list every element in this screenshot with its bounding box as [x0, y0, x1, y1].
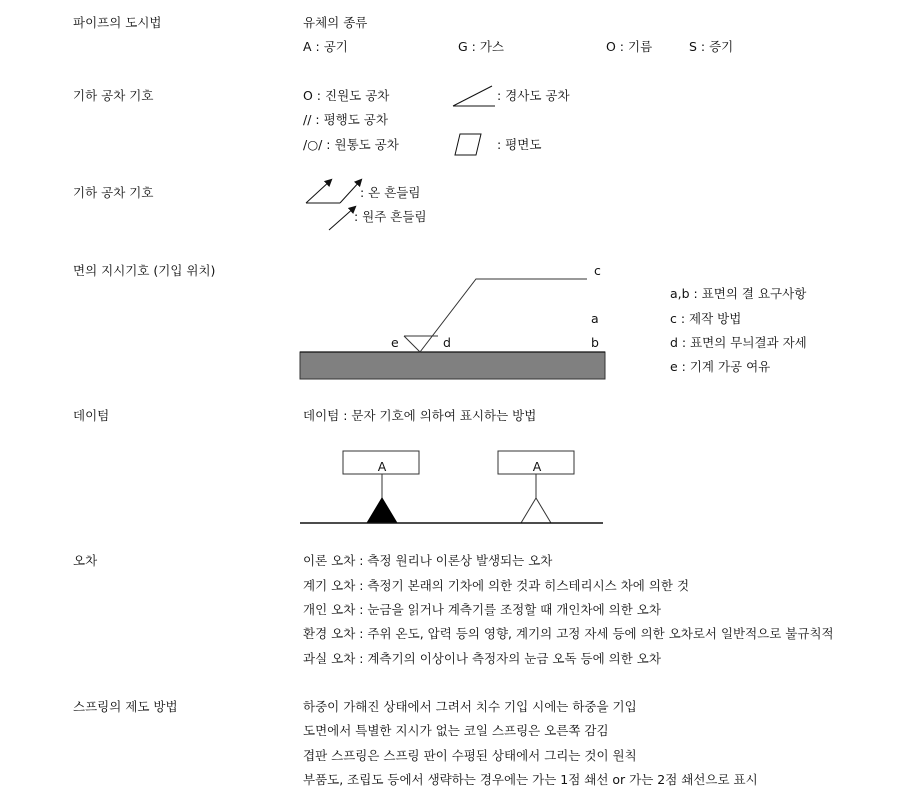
fluid-air: A : 공기	[303, 39, 348, 54]
error-heading: 오차	[73, 553, 98, 568]
surface-symbol-diagram	[300, 278, 606, 382]
slope-text: : 경사도 공차	[497, 88, 570, 103]
surface-legend-ab: a,b : 표면의 결 요구사항	[670, 286, 807, 301]
surface-legend-e: e : 기계 가공 여유	[670, 359, 771, 374]
error-personal: 개인 오차 : 눈금을 읽거나 계측기를 조정할 때 개인차에 의한 오차	[303, 602, 661, 617]
surface-label-a: a	[591, 311, 599, 326]
circular-runout-text: : 원주 흔들림	[354, 209, 427, 224]
surface-legend-d: d : 표면의 무늬결과 자세	[670, 335, 807, 350]
surface-label-d: d	[443, 335, 451, 350]
datum-description: 데이텀 : 문자 기호에 의하여 표시하는 방법	[303, 408, 537, 423]
fluid-types-heading: 유체의 종류	[303, 15, 368, 30]
error-mistake: 과실 오차 : 계측기의 이상이나 측정자의 눈금 오독 등에 의한 오차	[303, 651, 661, 666]
fluid-steam: S : 증기	[689, 39, 734, 54]
spring-rule-3: 겹판 스프링은 스프링 판이 수평된 상태에서 그리는 것이 원칙	[303, 748, 637, 763]
runout-heading: 기하 공차 기호	[73, 185, 154, 200]
cylindricity-text: /○/ : 원통도 공차	[303, 137, 399, 152]
flatness-text: : 평면도	[497, 137, 542, 152]
error-instrument: 계기 오차 : 측정기 본래의 기차에 의한 것과 히스테리시스 차에 의한 것	[303, 578, 690, 593]
surface-label-c: c	[594, 263, 601, 278]
fluid-gas: G : 가스	[458, 39, 504, 54]
circularity-text: O : 진원도 공차	[303, 88, 390, 103]
pipe-heading: 파이프의 도시법	[73, 15, 162, 30]
error-theoretical: 이론 오차 : 측정 원리나 이론상 발생되는 오차	[303, 553, 553, 568]
spring-rule-2: 도면에서 특별한 지시가 없는 코일 스프링은 오른쪽 감김	[303, 723, 609, 738]
total-runout-text: : 온 흔들림	[360, 185, 421, 200]
spring-rule-4: 부품도, 조립도 등에서 생략하는 경우에는 가는 1점 쇄선 or 가는 2점 쇄선으로 표시	[303, 772, 758, 787]
datum-letter-right: A	[532, 459, 542, 474]
flatness-symbol-icon	[454, 133, 484, 157]
surface-label-e: e	[391, 335, 399, 350]
surface-heading: 면의 지시기호 (기입 위치)	[73, 263, 216, 278]
error-environmental: 환경 오차 : 주위 온도, 압력 등의 영향, 계기의 고정 자세 등에 의한 오차로서 일반적으로 불규칙적	[303, 626, 834, 641]
datum-heading: 데이텀	[73, 408, 110, 423]
parallelism-text: // : 평행도 공차	[303, 112, 388, 127]
fluid-oil: O : 기름	[606, 39, 653, 54]
surface-label-b: b	[591, 335, 599, 350]
slope-symbol-icon	[452, 84, 496, 108]
spring-heading: 스프링의 제도 방법	[73, 699, 178, 714]
datum-letter-left: A	[377, 459, 387, 474]
surface-legend-c: c : 제작 방법	[670, 311, 742, 326]
tolerance-heading: 기하 공차 기호	[73, 88, 154, 103]
spring-rule-1: 하중이 가해진 상태에서 그려서 치수 기입 시에는 하중을 기입	[303, 699, 637, 714]
